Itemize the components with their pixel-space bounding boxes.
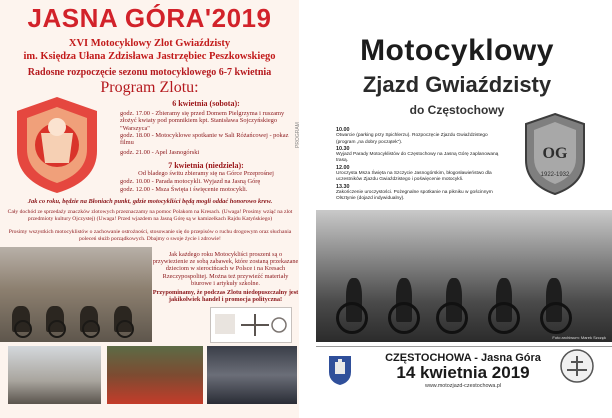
day2-title: 7 kwietnia (niedziela): — [168, 161, 244, 170]
divider — [316, 346, 612, 347]
program-side-label: PROGRAM — [295, 122, 301, 148]
blood-donation-photo — [107, 346, 203, 404]
program-item: 10.30 Wyjazd Parady Motocyklistów do Częstochowy na Jasną Górę zaplanowaną trasą. — [336, 145, 499, 164]
politics-reminder: Przypominamy, że podczas Zlotu niedopuszczalny jest jakikolwiek handel i promocja polityczna! — [152, 289, 299, 304]
event-location: CZĘSTOCHOWA - Jasna Góra — [385, 352, 541, 364]
blood-donation-line: Jak co roku, będzie na Błoniach punkt, gdzie motocykliści będą mogli oddać honorowo krew. — [27, 198, 273, 205]
poster-title: Motocyklowy — [360, 34, 554, 67]
photo-credit: Foto archiwum: Marek Szczęk — [552, 335, 606, 340]
day1-item: godz. 17.00 - Zbieramy się przed Domem Pielgrzyma i ruszamy złożyć kwiaty pod pomnikiem kpt. Stanisława Sojczyńskiego "Warszyca" — [120, 110, 285, 132]
day2-intro: Od bladego świtu zbieramy się na Górce Przeprośnej — [138, 170, 274, 177]
motorcycles-photo — [0, 247, 152, 342]
poster-subtitle-patron: im. Księdza Ułana Zdzisława Jastrzębiec Peszkowskiego — [23, 51, 276, 62]
poster-title-line2: Zjazd Gwiaździsty — [362, 72, 552, 97]
svg-text:1922-1932: 1922-1932 — [540, 172, 570, 178]
day1-item: godz. 18.00 - Motocyklowe spotkanie w Sali Różańcowej - pokaz filmu — [120, 132, 289, 147]
opening-line: Radosne rozpoczęcie sezonu motocyklowego 6-7 kwietnia — [27, 67, 272, 78]
poster-title: JASNA GÓRA'2019 — [27, 3, 272, 33]
program-item: 10.00 Otwarcie (parking przy Spichlerzu). Rozpoczęcie Zjazdu Gwiaździstego (program „na dobry początek"). — [336, 127, 488, 145]
rally-emblem-icon — [7, 93, 107, 197]
collect-note: Cały dochód ze sprzedaży znaczków zlotowych przeznaczamy na pomoc Polakom na Kresach. (Uwaga! Prosimy wziąć na zlot przedmioty kultury Ojczystej) (Uwaga! Przed wjazdem na Jasną Górę są w kamizelkach Rajdu Katyńskiego) — [7, 209, 293, 222]
event-website: www.motozjazd-czestochowa.pl — [424, 383, 502, 389]
toys-donation-note: Jak każdego roku Motocykliści proszeni są o przywiezienie ze sobą zabawek, które zostaną przekazane dzieciom w sierocińcach w Polsce i na Kresach Rzeczypospolitej. Można też przywieźć materiały biurowe i artykuły szkolne. — [152, 251, 299, 287]
event-date: 14 kwietnia 2019 — [396, 363, 530, 382]
day1-title: 6 kwietnia (sobota): — [172, 99, 240, 108]
sponsor-logos — [210, 307, 292, 343]
historical-motorcyclists-photo — [316, 210, 612, 342]
right-poster — [295, 0, 612, 418]
vintage-badge-icon — [522, 112, 588, 196]
city-crest-icon — [327, 354, 353, 386]
crowd-photo — [8, 346, 101, 404]
program-item: 12.00 Uroczysta Msza Święta na Szczycie Jasnogórskim, błogosławieństwo dla uczestników Zjazdu Gwiaździstego i poświęcenie motocykli. — [336, 164, 492, 183]
svg-text:OG: OG — [542, 145, 568, 162]
organizer-logo-icon — [559, 348, 595, 384]
safety-note: Prosimy wszystkich motocyklistów o zachowanie ostrożności, stosowanie się do przepisów o ruchu drogowym oraz słuchania poleceń służb porządkowych. Dbajmy o swoje życie i zdrowie! — [8, 229, 292, 242]
officials-photo — [207, 346, 297, 404]
day2-item: godz. 12.00 - Msza Święta i święcenie motocykli. — [120, 186, 248, 193]
day2-item: godz. 10.00 - Parada motocykli. Wyjazd na Jasną Górę — [120, 178, 261, 185]
program-title: Program Zlotu: — [100, 79, 199, 96]
program-list — [336, 127, 506, 203]
day1-item: godz. 21.00 - Apel Jasnogórski — [120, 149, 200, 156]
poster-subtitle: XVI Motocyklowy Zlot Gwiaździsty — [68, 38, 231, 49]
program-item: 13.30 Zakończenie uroczystości. Pożegnalne spotkanie na pikniku w gościnnym Olsztynie (dojazd indywidualny). — [336, 183, 493, 202]
left-poster — [0, 0, 299, 418]
poster-title-line3: do Częstochowy — [409, 103, 505, 117]
